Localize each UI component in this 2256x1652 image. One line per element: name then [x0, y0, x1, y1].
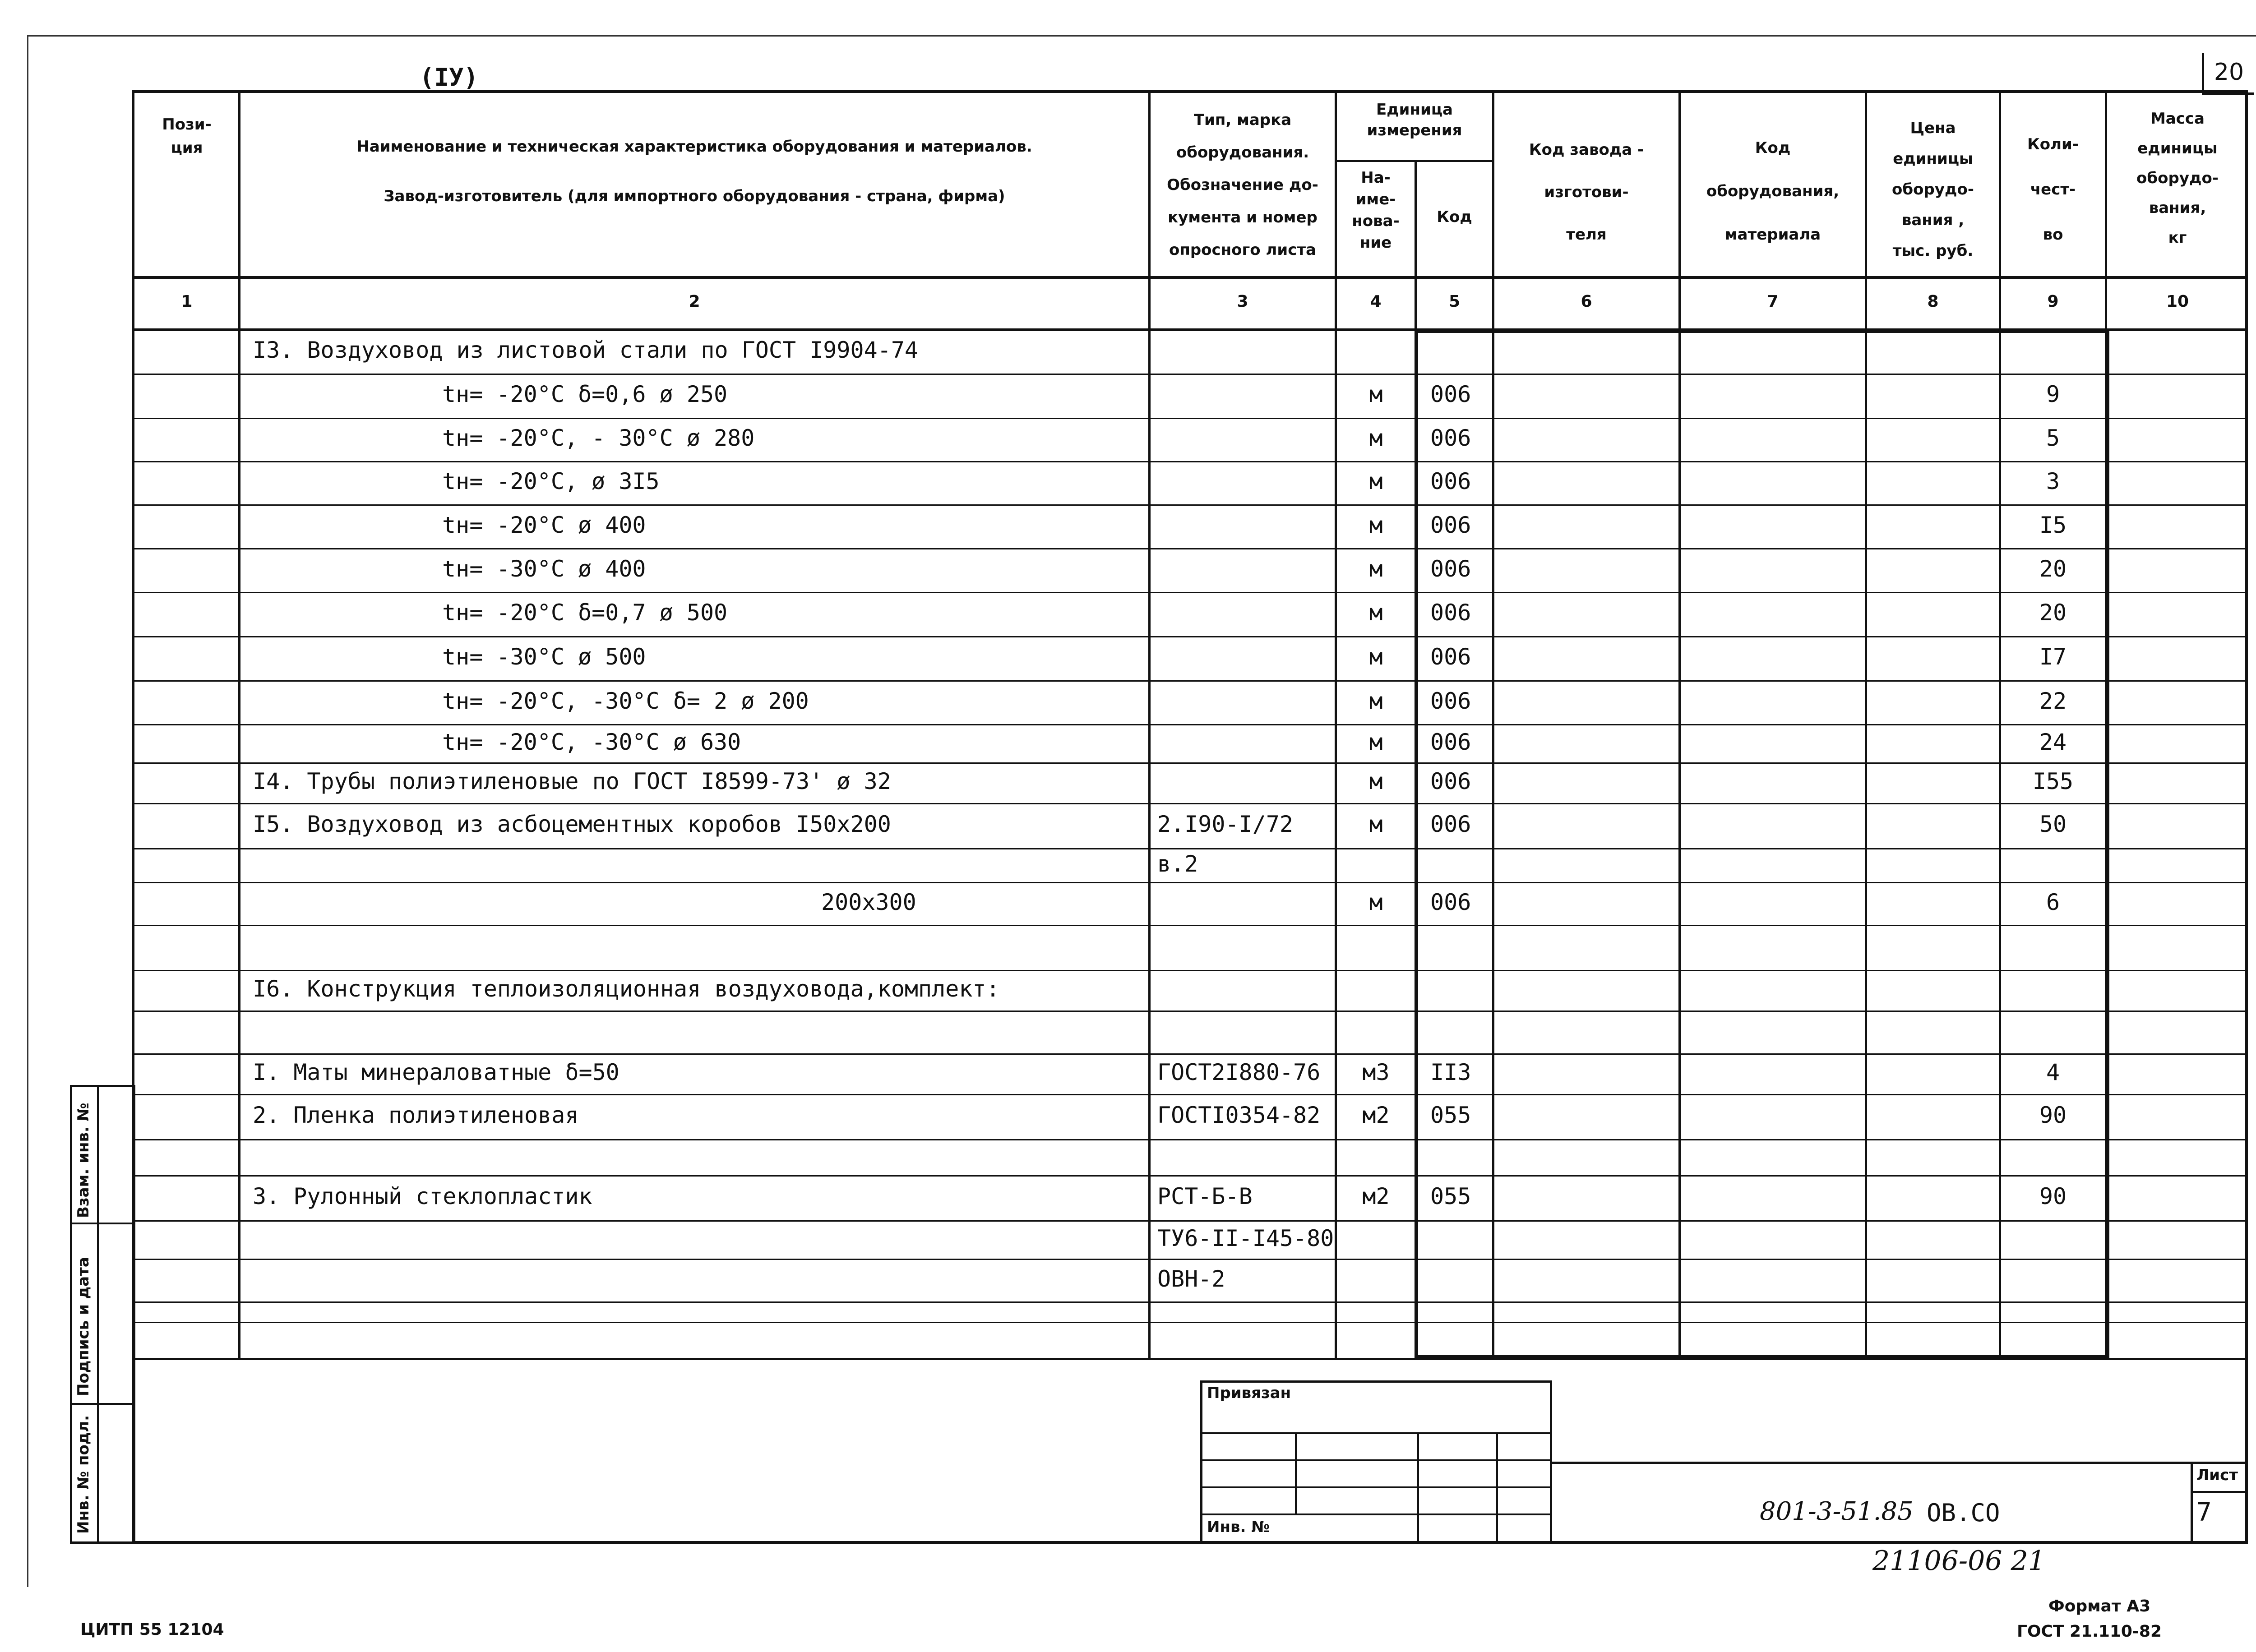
side-stamp-line	[70, 1223, 135, 1224]
row-qty: 24	[2039, 729, 2067, 755]
row-qty: 50	[2039, 811, 2067, 837]
row-unit: м	[1369, 688, 1383, 714]
privyazan-col	[1295, 1432, 1297, 1514]
row-unit: м	[1369, 381, 1383, 407]
row-doc: ГОСТI0354-82	[1157, 1102, 1321, 1128]
privyazan-col	[1496, 1432, 1498, 1544]
row-qty: 6	[2046, 889, 2060, 915]
row-line	[132, 1220, 2248, 1222]
column-numbers-line	[132, 328, 2248, 331]
privyazan-line	[1200, 1432, 1552, 1434]
privyazan-line	[1200, 1486, 1552, 1488]
row-code: II3	[1430, 1059, 1471, 1085]
side-stamp-divider	[97, 1085, 99, 1544]
row-line	[132, 970, 2248, 971]
row-name: I4. Трубы полиэтиленовые по ГОСТ I8599-73' ø 32	[253, 768, 891, 794]
row-name: I5. Воздуховод из асбоцементных коробов I50x200	[253, 811, 891, 837]
row-qty: 22	[2039, 688, 2067, 714]
row-qty: 5	[2046, 425, 2060, 451]
list-number: 7	[2196, 1498, 2212, 1527]
row-name: tн= -20°С, - 30°С ø 280	[442, 425, 755, 451]
row-unit: м	[1369, 811, 1383, 837]
row-unit: м2	[1362, 1183, 1390, 1209]
row-doc: в.2	[1157, 850, 1198, 877]
table-bottom-line	[132, 1358, 2248, 1360]
footer-gost: ГОСТ 21.110-82	[2017, 1622, 2162, 1641]
column-number: 1	[181, 292, 193, 311]
row-unit: м3	[1362, 1059, 1390, 1085]
column-number: 9	[2047, 292, 2059, 311]
row-code: 006	[1430, 644, 1471, 670]
row-name: I3. Воздуховод из листовой стали по ГОСТ I9904-74	[253, 337, 919, 363]
row-doc: ТУ6-II-I45-80	[1157, 1225, 1334, 1251]
row-line	[132, 1322, 2248, 1323]
privyazan-col	[1417, 1432, 1419, 1544]
header-col5: Код	[1437, 208, 1472, 226]
row-line	[132, 1175, 2248, 1177]
row-code: 006	[1430, 889, 1471, 915]
row-code: 006	[1430, 468, 1471, 494]
column-number: 10	[2166, 292, 2189, 311]
side-stamp-line	[70, 1403, 135, 1405]
doc-code: ОВ.СО	[1927, 1499, 2000, 1527]
header-bottom-line	[132, 276, 2248, 279]
row-line	[132, 1011, 2248, 1012]
header-col10: Масса единицы оборудо- вания, кг	[2136, 110, 2219, 247]
row-code: 006	[1430, 768, 1471, 794]
row-name: 2. Пленка полиэтиленовая	[253, 1102, 579, 1128]
row-name: tн= -30°С ø 400	[442, 555, 646, 582]
row-code: 006	[1430, 811, 1471, 837]
header-col3: Тип, марка оборудования. Обозначение до- кумента и номер опросного листа	[1167, 111, 1318, 259]
row-unit: м	[1369, 600, 1383, 626]
row-doc: ОВН-2	[1157, 1265, 1225, 1292]
row-code: 006	[1430, 600, 1471, 626]
designation: 801-3-51.85	[1760, 1497, 1914, 1526]
row-name: tн= -20°С, -30°С ø 630	[442, 729, 741, 755]
row-qty: I5	[2039, 512, 2067, 538]
row-doc: ГОСТ2I880-76	[1157, 1059, 1321, 1085]
row-doc: РСТ-Б-В	[1157, 1183, 1253, 1209]
row-code: 055	[1430, 1102, 1471, 1128]
row-line	[132, 1053, 2248, 1055]
row-qty: 20	[2039, 600, 2067, 626]
row-name: tн= -20°С ø 400	[442, 512, 646, 538]
row-line	[132, 724, 2248, 725]
list-box-line	[2191, 1491, 2248, 1493]
row-unit: м	[1369, 889, 1383, 915]
row-name: 3. Рулонный стеклопластик	[253, 1183, 592, 1209]
row-line	[132, 882, 2248, 883]
row-line	[132, 374, 2248, 375]
corner-page-number: 20	[2214, 59, 2244, 86]
row-code: 055	[1430, 1183, 1471, 1209]
row-line	[132, 1259, 2248, 1260]
column-number: 8	[1927, 292, 1939, 311]
list-label: Лист	[2196, 1466, 2238, 1484]
row-line	[132, 925, 2248, 926]
row-line	[132, 762, 2248, 764]
column-number: 5	[1448, 292, 1461, 311]
row-line	[132, 636, 2248, 637]
header-col7: Код оборудования, материала	[1706, 139, 1840, 244]
row-name: tн= -20°С, ø 3I5	[442, 468, 660, 494]
row-line	[132, 548, 2248, 549]
unit-group-line	[1335, 160, 1493, 162]
row-line	[132, 848, 2248, 849]
row-unit: м	[1369, 512, 1383, 538]
header-col2: Наименование и техническая характеристика оборудования и материалов. Завод-изготовитель (для импортного оборудования - страна, фирма)	[356, 138, 1032, 205]
side-label-vzam: Взам. инв. №	[74, 1103, 92, 1218]
inv-no-label: Инв. №	[1207, 1518, 1270, 1536]
header-unit-group: Единица измерения	[1367, 101, 1462, 139]
handwritten-number: 21106-06 21	[1872, 1545, 2045, 1577]
header-col9: Коли- чест- во	[2027, 135, 2079, 244]
column-number: 7	[1767, 292, 1779, 311]
row-code: 006	[1430, 729, 1471, 755]
row-code: 006	[1430, 425, 1471, 451]
title-block-top	[1552, 1462, 2248, 1464]
row-name: 200x300	[821, 889, 916, 915]
column-number: 3	[1237, 292, 1248, 311]
row-unit: м	[1369, 425, 1383, 451]
header-col4: На- име- нова- ние	[1352, 169, 1400, 252]
row-unit: м	[1369, 555, 1383, 582]
row-line	[132, 1094, 2248, 1095]
footer-left: ЦИТП 55 12104	[80, 1620, 224, 1639]
row-line	[132, 461, 2248, 462]
row-name: I. Маты минераловатные δ=50	[253, 1059, 619, 1085]
row-qty: I55	[2032, 768, 2074, 794]
row-qty: 9	[2046, 381, 2060, 407]
section-label: (IУ)	[420, 63, 479, 92]
row-unit: м	[1369, 768, 1383, 794]
row-qty: 90	[2039, 1102, 2067, 1128]
header-col6: Код завода - изготови- теля	[1529, 141, 1644, 244]
row-qty: 4	[2046, 1059, 2060, 1085]
column-number: 2	[689, 292, 700, 311]
row-name: tн= -30°С ø 500	[442, 644, 646, 670]
header-col1: Пози- ция	[162, 115, 212, 157]
footer-format: Формат А3	[2048, 1597, 2151, 1615]
row-doc: 2.I90-I/72	[1157, 811, 1294, 837]
row-unit: м	[1369, 729, 1383, 755]
row-qty: 3	[2046, 468, 2060, 494]
row-qty: I7	[2039, 644, 2067, 670]
row-unit: м	[1369, 644, 1383, 670]
row-name: I6. Конструкция теплоизоляционная воздуховода,комплект:	[253, 976, 1000, 1002]
side-label-inv-podl: Инв. № подл.	[74, 1415, 92, 1534]
row-line	[132, 680, 2248, 682]
row-unit: м	[1369, 468, 1383, 494]
row-qty: 20	[2039, 555, 2067, 582]
privyazan-line	[1200, 1459, 1552, 1461]
side-label-podpis: Подпись и дата	[74, 1257, 92, 1396]
row-line	[132, 418, 2248, 419]
row-code: 006	[1430, 381, 1471, 407]
row-line	[132, 803, 2248, 804]
row-name: tн= -20°С δ=0,7 ø 500	[442, 600, 728, 626]
column-number: 6	[1581, 292, 1592, 311]
row-line	[132, 504, 2248, 506]
row-code: 006	[1430, 512, 1471, 538]
column-number: 4	[1370, 292, 1382, 311]
row-unit: м2	[1362, 1102, 1390, 1128]
row-line	[132, 592, 2248, 593]
row-code: 006	[1430, 555, 1471, 582]
row-line	[132, 1139, 2248, 1140]
row-line	[132, 1301, 2248, 1303]
row-name: tн= -20°С, -30°С δ= 2 ø 200	[442, 688, 809, 714]
row-qty: 90	[2039, 1183, 2067, 1209]
header-col8: Цена единицы оборудо- вания , тыс. руб.	[1892, 119, 1974, 260]
privyazan-label: Привязан	[1207, 1384, 1291, 1402]
row-code: 006	[1430, 688, 1471, 714]
privyazan-line	[1200, 1514, 1552, 1515]
row-name: tн= -20°С δ=0,6 ø 250	[442, 381, 728, 407]
